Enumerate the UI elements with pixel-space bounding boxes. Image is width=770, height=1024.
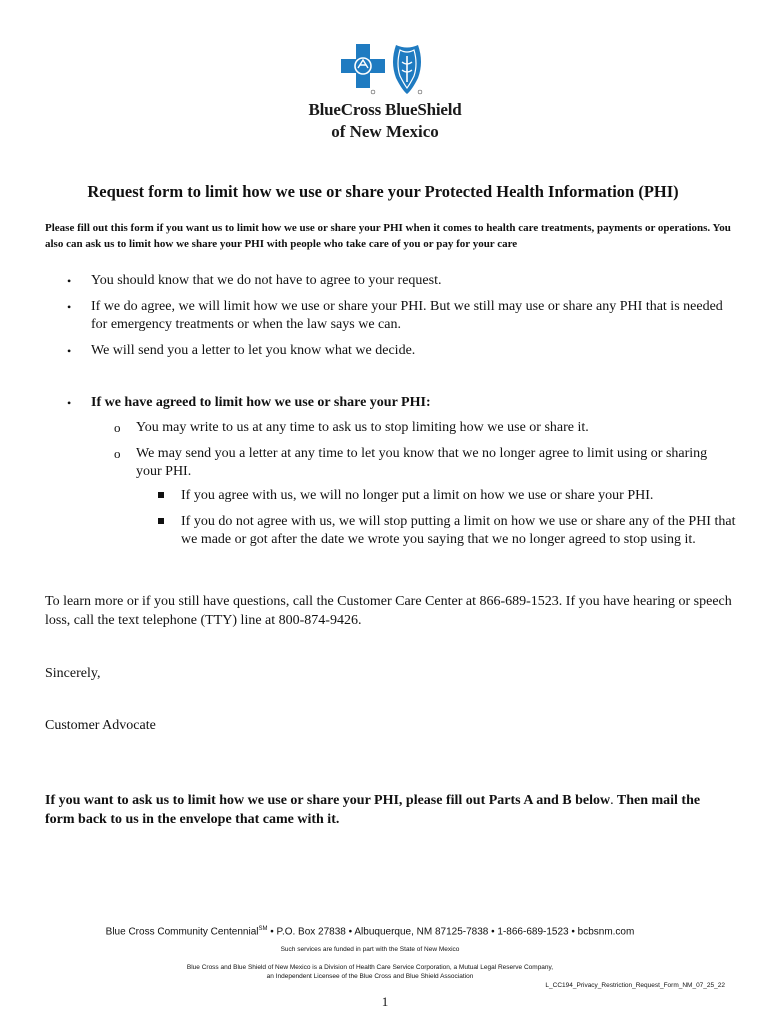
- bullet-icon: •: [67, 396, 72, 410]
- list-item: • If we do agree, we will limit how we use or share your PHI. But we still may use or share any PHI that is needed for emergency treatments or when the law says we can.: [67, 299, 723, 332]
- circle-bullet-icon: o: [114, 420, 121, 435]
- list-item: • You should know that we do not have to agree to your request.: [67, 273, 442, 288]
- brand-name: BlueCross BlueShield: [308, 100, 462, 119]
- closing: Sincerely,: [45, 666, 101, 681]
- footer-address: Blue Cross Community Centennial℠ • P.O. Box 27838 • Albuquerque, NM 87125-7838 • 1-866-689-1523 • bcbsnm.com: [105, 926, 635, 938]
- page-title: Request form to limit how we use or share your Protected Health Information (PHI): [87, 182, 679, 201]
- bullet-icon: •: [67, 300, 72, 314]
- bcbs-logo: [340, 42, 440, 98]
- footer-funding: Such services are funded in part with the State of New Mexico: [280, 946, 460, 953]
- sub-list-item: o You may write to us at any time to ask us to stop limiting how we use or share it.: [114, 420, 589, 435]
- square-bullet-icon: [158, 492, 164, 498]
- sub-list-item: o We may send you a letter at any time to let you know that we no longer agree to limit using or sharing your PHI.: [114, 446, 708, 479]
- circle-bullet-icon: o: [114, 446, 121, 461]
- agreed-heading: • If we have agreed to limit how we use or share your PHI:: [67, 395, 431, 410]
- square-bullet-icon: [158, 518, 164, 524]
- bullet-icon: •: [67, 344, 72, 358]
- blue-shield-icon: [393, 45, 421, 94]
- contact-paragraph: To learn more or if you still have questions, call the Customer Care Center at 866-689-1523. If you have hearing or speech loss, call the text telephone (TTY) line at 800-874-9426.: [45, 594, 732, 628]
- instruction-paragraph: If you want to ask us to limit how we use or share your PHI, please fill out Parts A and B below. Then mail the form back to us in the envelope that came with it.: [45, 793, 701, 827]
- blue-cross-icon: [341, 44, 385, 88]
- form-id: L_CC194_Privacy_Restriction_Request_Form_NM_07_25_22: [545, 982, 725, 989]
- signature: Customer Advocate: [45, 718, 156, 733]
- footer-disclaimer: Blue Cross and Blue Shield of New Mexico is a Division of Health Care Service Corporation, a Mutual Legal Reserve Company, an Independent Licensee of the Blue Cross and Blue Shield Association: [186, 964, 554, 980]
- nested-list-item: If you do not agree with us, we will stop putting a limit on how we use or share any of the PHI that we made or got after the date we wrote you saying that we no longer agreed to stop using it.: [181, 513, 736, 549]
- brand-region: of New Mexico: [331, 122, 439, 141]
- list-item: • We will send you a letter to let you know what we decide.: [67, 343, 416, 358]
- page-number: 1: [381, 994, 389, 1009]
- nested-list-item: If you agree with us, we will no longer put a limit on how we use or share your PHI.: [181, 487, 736, 505]
- intro-paragraph: Please fill out this form if you want us to limit how we use or share your PHI when it comes to health care treatments, payments or operations. You also can ask us to limit how we share your PHI with people who take care of you or pay for your care: [45, 222, 731, 250]
- bullet-icon: •: [67, 274, 72, 288]
